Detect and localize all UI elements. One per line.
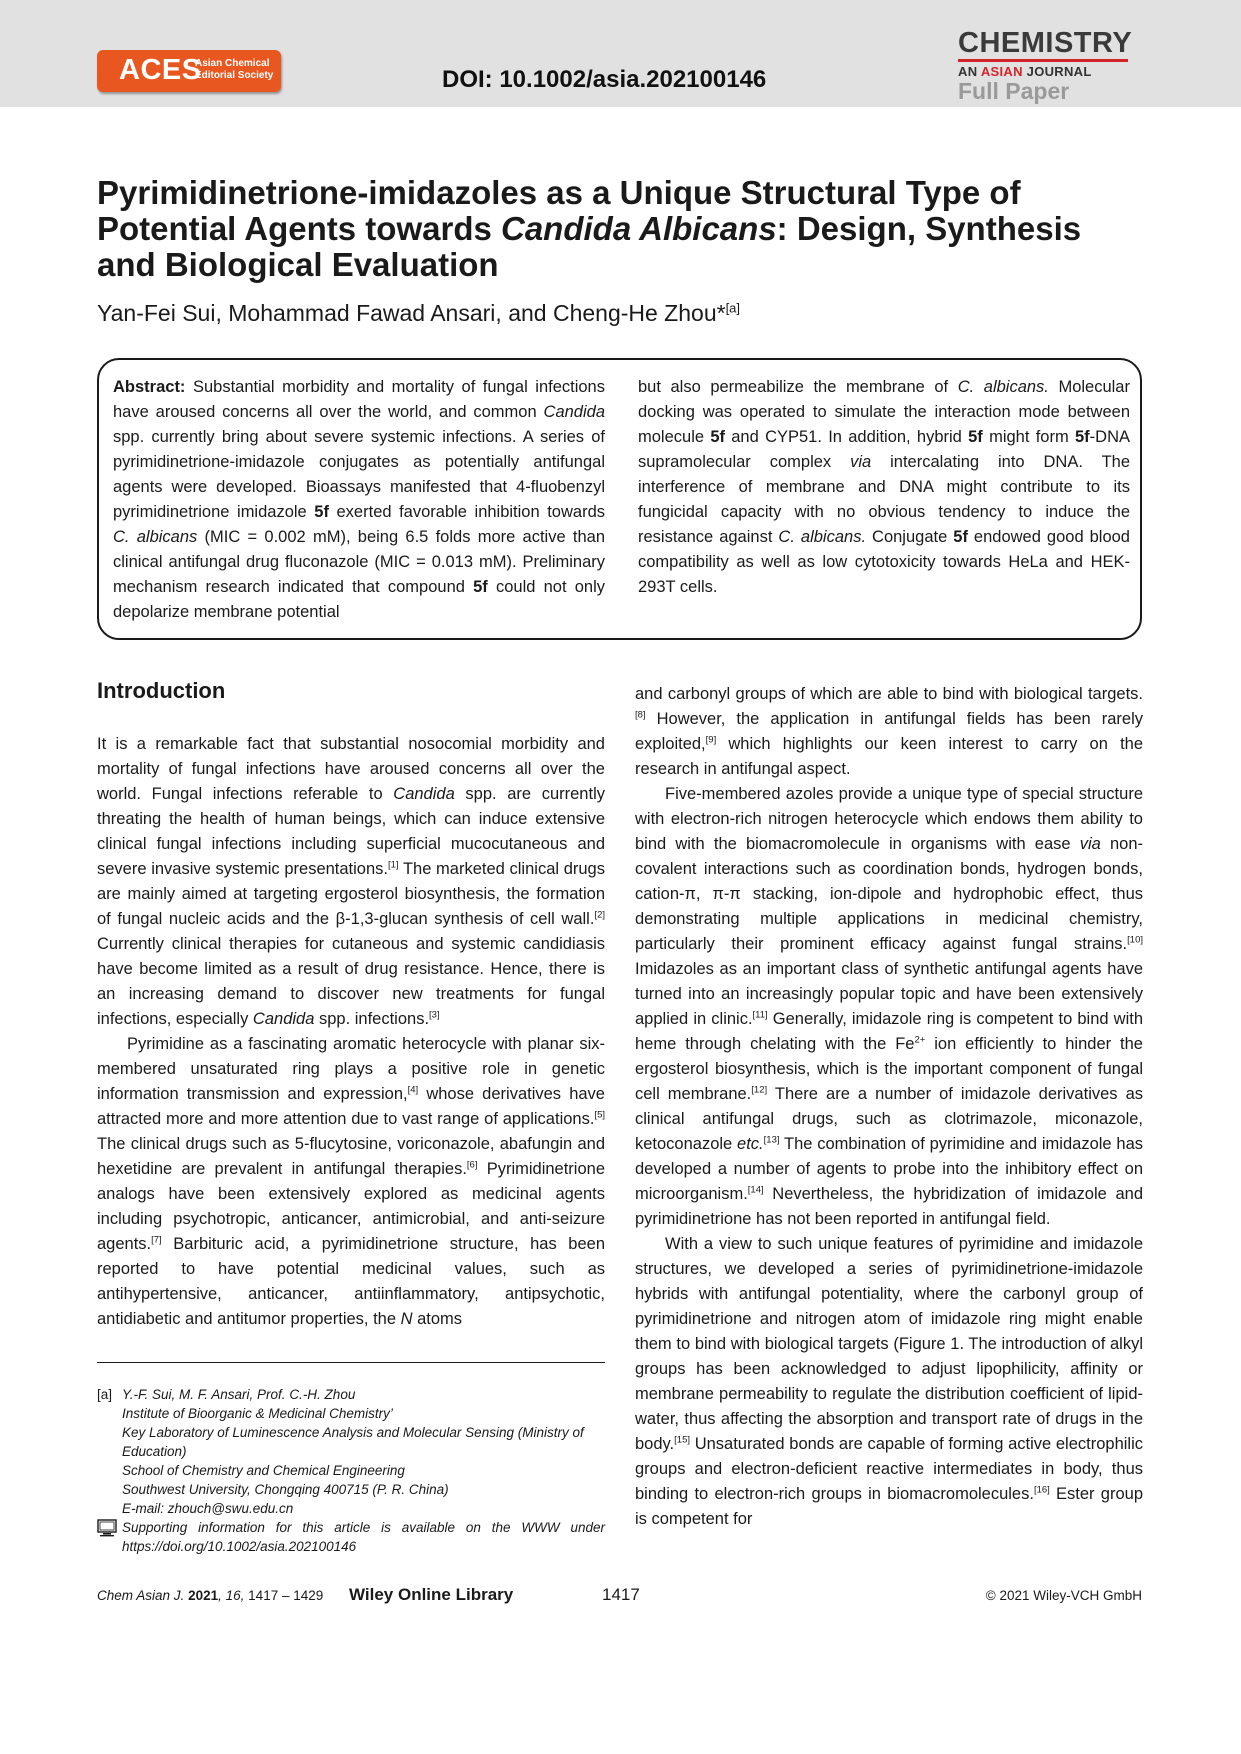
- reference-marker[interactable]: [5]: [594, 1109, 605, 1121]
- italic-text: via: [1079, 835, 1101, 853]
- affiliation-footnote: [97, 1385, 605, 1518]
- footnote-mark: [a]: [97, 1387, 113, 1402]
- body-text: Nevertheless, the hybridization of imidazole and pyrimidinetrione has not been reported in antifungal field.: [635, 1185, 1143, 1228]
- abstract-text: might form: [982, 428, 1075, 446]
- reference-marker[interactable]: [10]: [1127, 934, 1143, 946]
- abstract-text: and CYP51. In addition, hybrid: [724, 428, 969, 446]
- footnote-authors: Y.-F. Sui, M. F. Ansari, Prof. C.-H. Zhou: [122, 1387, 356, 1402]
- abstract-italic: C. albicans.: [957, 378, 1049, 396]
- journal-name: CHEMISTRY: [958, 27, 1133, 59]
- compound-label: 5f: [314, 503, 329, 521]
- journal-sub-part: JOURNAL: [1022, 64, 1092, 79]
- abstract-box: [97, 358, 1142, 640]
- intro-paragraph-1: [97, 732, 605, 1032]
- footnote-body: [122, 1385, 605, 1518]
- body-text: whose derivatives have attracted more and more attention due to vast range of applications.: [97, 1085, 605, 1128]
- abstract-italic: Candida: [543, 403, 605, 421]
- body-text: The marketed clinical drugs are mainly aimed at targeting ergosterol biosynthesis, the formation of fungal nucleic acids and the β-1,3-glucan synthesis of cell wall.: [97, 860, 605, 928]
- body-text: Pyrimidinetrione analogs have been extensively explored as medicinal agents including psychotropic, anticancer, antimicrobial, and anti-seizure agents.: [97, 1160, 605, 1253]
- abstract-text: Substantial morbidity and mortality of fungal infections have aroused concerns all over the world, and common: [113, 378, 605, 421]
- journal-sub-red: ASIAN: [980, 64, 1023, 79]
- abstract-text: Conjugate: [866, 528, 954, 546]
- reference-marker[interactable]: [2]: [594, 909, 605, 921]
- title-italic: Candida Albicans: [501, 210, 777, 247]
- compound-label: 5f: [710, 428, 725, 446]
- body-left-column: [97, 732, 605, 1332]
- reference-marker[interactable]: [11]: [752, 1009, 768, 1021]
- reference-marker[interactable]: [8]: [635, 709, 646, 721]
- abstract-text: -DNA supramolecular complex: [638, 428, 1130, 471]
- reference-marker[interactable]: [12]: [751, 1084, 768, 1096]
- body-text: Currently clinical therapies for cutaneous and systemic candidiasis have become limited as a result of drug resistance. Hence, there is an increasing demand to discover new treatments for fungal infections, especially: [97, 935, 605, 1028]
- italic-text: Candida: [393, 785, 455, 803]
- body-text: and carbonyl groups of which are able to bind with biological targets.: [635, 685, 1143, 703]
- compound-label: 5f: [953, 528, 968, 546]
- reference-marker[interactable]: [15]: [674, 1434, 690, 1446]
- body-right-column: [635, 682, 1143, 1532]
- abstract-text: (MIC = 0.002 mM), being 6.5 folds more active than clinical antifungal drug fluconazole (MIC = 0.013 mM). Preliminary mechanism research indicated that compound: [113, 528, 606, 596]
- body-text: Generally, imidazole ring is competent to bind with heme through chelating with the Fe: [635, 1010, 1144, 1053]
- article-title: [97, 175, 1137, 283]
- body-text: Five-membered azoles provide a unique type of special structure with electron-rich nitrogen heterocycle which endows them ability to bind with the biomacromolecule in organisms with ease: [635, 785, 1143, 853]
- doi-label[interactable]: DOI: 10.1002/asia.202100146: [442, 66, 767, 93]
- abstract-italic: C. albicans.: [778, 528, 867, 546]
- reference-marker[interactable]: 2+: [914, 1034, 926, 1046]
- abstract-text: but also permeabilize the membrane of: [638, 378, 958, 396]
- footnote-institute: Institute of Bioorganic & Medicinal Chemistry’: [122, 1406, 393, 1421]
- reference-marker[interactable]: [1]: [388, 859, 399, 871]
- abstract-text: Molecular docking was operated to simulate the interaction mode between molecule: [638, 378, 1130, 446]
- abstract-italic: C. albicans: [113, 528, 198, 546]
- abstract-text: spp. currently bring about severe systemic infections. A series of pyrimidinetrione-imidazole conjugates as potentially antifungal agents were developed. Bioassays manifested that 4-fluobenzyl pyrimidinetrione imidazole: [113, 428, 605, 521]
- body-text: With a view to such unique features of pyrimidine and imidazole structures, we developed a series of pyrimidinetrione-imidazole hybrids with antifungal potentiality, where the carbonyl group of pyrimidinetrione and nitrogen atom of imidazole ring might enable them to bind with biological targets (Figure 1. The introduction of alkyl groups has been acknowledged to adjust lipophilicity, affinity or membrane permeability to regulate the distribution coefficient of lipid-water, thus affecting the absorption and transport rate of drugs in the body.: [635, 1235, 1143, 1453]
- intro-paragraph-2: [97, 1032, 605, 1332]
- journal-logo-rule: [958, 59, 1128, 62]
- reference-marker[interactable]: [7]: [151, 1234, 162, 1246]
- wiley-online-library-link[interactable]: Wiley Online Library: [349, 1585, 514, 1604]
- footer-year: 2021: [188, 1588, 219, 1603]
- reference-marker[interactable]: [14]: [747, 1184, 764, 1196]
- body-text: The clinical drugs such as 5-flucytosine, voriconazole, abafungin and hexetidine are prevalent in antifungal therapies.: [97, 1135, 605, 1178]
- supporting-info-text[interactable]: Supporting information for this article is available on the WWW under https://doi.org/10.1002/asia.202100146: [122, 1520, 605, 1554]
- footnote-divider: [97, 1362, 605, 1363]
- footnote-laboratory: Key Laboratory of Luminescence Analysis and Molecular Sensing (Ministry of Education): [122, 1425, 584, 1459]
- aces-logo-subtitle: Asian Chemical Editorial Society: [195, 58, 274, 81]
- supporting-info-note: [97, 1518, 605, 1556]
- reference-marker[interactable]: [9]: [705, 734, 717, 746]
- journal-logo: [958, 27, 1133, 104]
- footnote-school: School of Chemistry and Chemical Engineering: [122, 1463, 405, 1478]
- body-text: Barbituric acid, a pyrimidinetrione structure, has been reported to have potential medicinal values, such as antihypertensive, anticancer, antiinflammatory, antipsychotic, antidiabetic and antitumor properties, the: [97, 1235, 605, 1328]
- footnote-address: Southwest University, Chongqing 400715 (P. R. China): [122, 1482, 449, 1497]
- body-text: ion efficiently to hinder the ergosterol biosynthesis, which is the important component of fungal cell membrane.: [635, 1035, 1143, 1103]
- aces-society-logo: [97, 50, 281, 92]
- page-number: 1417: [602, 1585, 640, 1604]
- body-text: Imidazoles as an important class of synthetic antifungal agents have turned into an increasingly popular topic and have been extensively applied in clinic.: [635, 960, 1143, 1028]
- body-text: which highlights our keen interest to carry on the research in antifungal aspect.: [635, 735, 1143, 778]
- reference-marker[interactable]: [16]: [1033, 1484, 1050, 1496]
- footer-volume: 16: [225, 1588, 241, 1603]
- title-part: Pyrimidinetrione-imidazoles as a Unique Structural Type of Potential Agents towards: [97, 174, 1021, 247]
- body-text: spp. infections.: [314, 1010, 430, 1028]
- abstract-left-column: [113, 375, 605, 625]
- body-text: spp. are currently threating the health of human beings, which can induce extensive clinical fungal infections including superficial mucocutaneous and severe invasive systemic presentations.: [97, 785, 605, 878]
- author-list: [97, 300, 740, 327]
- abstract-text: could not only depolarize membrane potential: [113, 578, 605, 621]
- compound-label: 5f: [968, 428, 983, 446]
- body-text: Pyrimidine as a fascinating aromatic heterocycle with planar six-membered unsaturated ring plays a positive role in genetic information transmission and expression,: [97, 1035, 605, 1103]
- reference-marker[interactable]: [13]: [763, 1134, 780, 1146]
- abstract-label: Abstract:: [113, 378, 186, 396]
- author-affiliation-mark[interactable]: [a]: [725, 300, 741, 316]
- title-part: : Design, Synthesis and Biological Evaluation: [97, 210, 1082, 283]
- abstract-text: exerted favorable inhibition towards: [328, 503, 605, 521]
- intro-paragraph-4: [635, 782, 1143, 1232]
- authors-text: Yan-Fei Sui, Mohammad Fawad Ansari, and Cheng-He Zhou*: [97, 300, 726, 326]
- computer-icon: [97, 1519, 117, 1537]
- italic-text: N: [400, 1310, 413, 1328]
- body-text: Ester group is competent for: [635, 1485, 1143, 1528]
- abstract-text: endowed good blood compatibility as well as low cytotoxicity towards HeLa and HEK-293T cells.: [638, 528, 1130, 596]
- body-text: non-covalent interactions such as coordination bonds, hydrogen bonds, cation-π, π-π stacking, ion-dipole and hydrophobic effect, thus demonstrating multiple applications in medicinal chemistry, particularly their prominent efficacy against fungal strains.: [635, 835, 1143, 953]
- compound-label: 5f: [473, 578, 488, 596]
- italic-text: etc.: [737, 1135, 764, 1153]
- page-header: [0, 0, 1241, 107]
- reference-marker[interactable]: [4]: [407, 1084, 419, 1096]
- reference-marker[interactable]: [3]: [429, 1009, 440, 1021]
- intro-paragraph-3: [635, 682, 1143, 782]
- body-text: However, the application in antifungal fields has been rarely exploited,: [635, 710, 1143, 753]
- body-text: The combination of pyrimidine and imidazole has developed a number of agents to probe into the inhibitory effect on microorganism.: [635, 1135, 1143, 1203]
- compound-label: 5f: [1074, 428, 1090, 446]
- copyright: © 2021 Wiley-VCH GmbH: [985, 1588, 1142, 1603]
- footer-pages: 1417 – 1429: [248, 1588, 324, 1603]
- body-text: atoms: [412, 1310, 463, 1328]
- abstract-text: intercalating into DNA. The interference of membrane and DNA might contribute to its fungicidal capacity with no obvious tendency to induce the resistance against: [638, 453, 1130, 546]
- abstract-right-column: [638, 375, 1130, 600]
- journal-sub-part: AN: [958, 64, 981, 79]
- italic-text: Candida: [252, 1010, 315, 1028]
- article-type: Full Paper: [958, 78, 1070, 104]
- reference-marker[interactable]: [6]: [466, 1159, 478, 1171]
- footnote-email[interactable]: E-mail: zhouch@swu.edu.cn: [122, 1501, 294, 1516]
- footer-citation: Chem Asian J. 2021, 16, 1417 – 1429: [97, 1588, 324, 1603]
- abstract-italic: via: [850, 453, 872, 471]
- body-text: Unsaturated bonds are capable of forming active electrophilic groups and electron-deficient reactive intermediates in body, thus binding to electron-rich groups in biomacromolecules.: [635, 1435, 1143, 1503]
- page-footer: [97, 1585, 1142, 1609]
- intro-paragraph-5: [635, 1232, 1143, 1532]
- body-text: It is a remarkable fact that substantial nosocomial morbidity and mortality of fungal infections have aroused concerns all over the world. Fungal infections referable to: [97, 735, 605, 803]
- introduction-heading: Introduction: [97, 678, 226, 703]
- aces-logo-word: ACES: [119, 54, 202, 86]
- footer-journal: Chem Asian J.: [97, 1588, 185, 1603]
- body-text: There are a number of imidazole derivatives as clinical antifungal drugs, such as clotrimazole, miconazole, ketoconazole: [635, 1085, 1144, 1153]
- journal-subtitle: [958, 64, 1128, 79]
